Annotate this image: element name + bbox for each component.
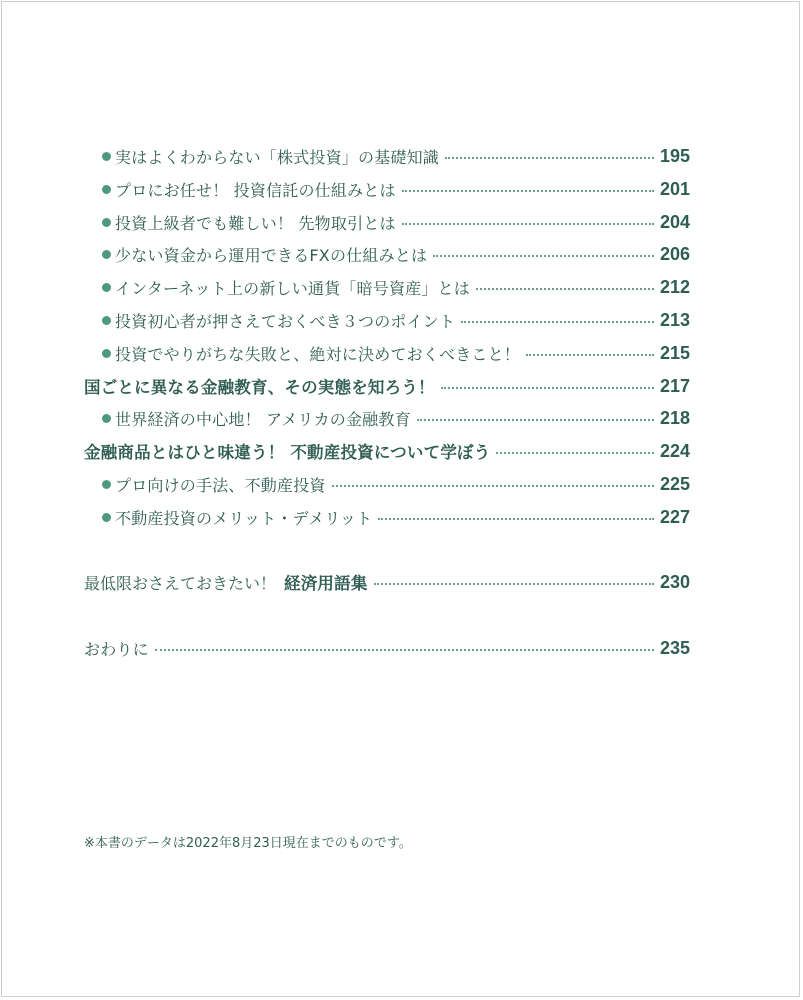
toc-entry[interactable] (102, 272, 690, 302)
afterword-title: おわりに (84, 639, 149, 659)
toc-section-heading[interactable] (84, 371, 690, 401)
toc-entry[interactable] (102, 141, 690, 171)
toc-entry[interactable] (102, 239, 690, 269)
bullet-icon (102, 250, 111, 259)
dot-leader (461, 321, 654, 323)
bullet-icon (102, 218, 111, 227)
toc-entry[interactable] (102, 469, 690, 499)
toc-entry-page: 204 (659, 211, 690, 232)
dot-leader (378, 518, 654, 520)
toc-entry-page: 218 (659, 407, 690, 428)
bullet-icon (102, 480, 111, 489)
toc-entry[interactable] (102, 207, 690, 237)
dot-leader (441, 387, 654, 389)
dot-leader (332, 485, 654, 487)
toc-entry-page: 235 (659, 637, 690, 658)
dot-leader (496, 452, 654, 454)
toc-entry-page: 201 (659, 178, 690, 199)
glossary-title: 経済用語集 (284, 574, 368, 593)
toc-entry-title: 投資初心者が押さえておくべき３つのポイント (115, 311, 456, 331)
toc-entry[interactable] (102, 403, 690, 433)
toc-entry-page: 224 (659, 440, 690, 461)
bullet-icon (102, 349, 111, 358)
bullet-icon (102, 283, 111, 292)
toc-entry-page: 206 (659, 243, 690, 264)
toc-entry-page: 227 (659, 506, 690, 527)
dot-leader (402, 190, 654, 192)
dot-leader (374, 583, 654, 585)
bullet-icon (102, 414, 111, 423)
toc-section-title: 金融商品とはひと味違う！ 不動産投資について学ぼう (84, 443, 491, 462)
toc-entry-title: 投資上級者でも難しい！ 先物取引とは (115, 213, 396, 233)
toc-entry-page: 212 (659, 276, 690, 297)
toc-entry-page: 213 (659, 309, 690, 330)
bullet-icon (102, 513, 111, 522)
toc-section-heading[interactable] (84, 436, 690, 466)
toc-entry-title: インターネット上の新しい通貨「暗号資産」とは (115, 278, 470, 298)
toc-entry-page: 217 (659, 375, 690, 396)
toc-entry-title: 不動産投資のメリット・デメリット (115, 508, 373, 528)
toc-entry-page: 230 (659, 571, 690, 592)
toc-entry-title: プロ向けの手法、不動産投資 (115, 475, 326, 495)
dot-leader (417, 419, 654, 421)
toc-entry[interactable] (102, 502, 690, 532)
toc-entry-page: 215 (659, 342, 690, 363)
dot-leader (526, 354, 654, 356)
footnote: ※本書のデータは2022年8月23日現在までのものです。 (84, 836, 412, 851)
dot-leader (445, 157, 654, 159)
dot-leader (402, 223, 654, 225)
toc-entry-title: 少ない資金から運用できるFXの仕組みとは (115, 245, 428, 265)
toc-entry-title: プロにお任せ！ 投資信託の仕組みとは (115, 180, 396, 200)
toc-entry-title: 投資でやりがちな失敗と、絶対に決めておくべきこと！ (115, 344, 521, 364)
glossary-prefix: 最低限おさえておきたい！ (84, 573, 277, 593)
bullet-icon (102, 185, 111, 194)
toc-entry[interactable] (102, 305, 690, 335)
dot-leader (476, 288, 654, 290)
toc-entry[interactable] (102, 174, 690, 204)
bullet-icon (102, 316, 111, 325)
toc-section-title: 国ごとに異なる金融教育、その実態を知ろう！ (84, 378, 435, 397)
toc-glossary-entry[interactable] (84, 567, 690, 597)
dot-leader (433, 255, 654, 257)
toc-afterword-entry[interactable] (84, 633, 690, 663)
toc-entry-title: 世界経済の中心地！ アメリカの金融教育 (115, 409, 411, 429)
toc-entry-page: 225 (659, 473, 690, 494)
bullet-icon (102, 152, 111, 161)
dot-leader (155, 649, 654, 651)
toc-entry[interactable] (102, 338, 690, 368)
toc-entry-title: 実はよくわからない「株式投資」の基礎知識 (115, 147, 440, 167)
toc-entry-page: 195 (659, 145, 690, 166)
